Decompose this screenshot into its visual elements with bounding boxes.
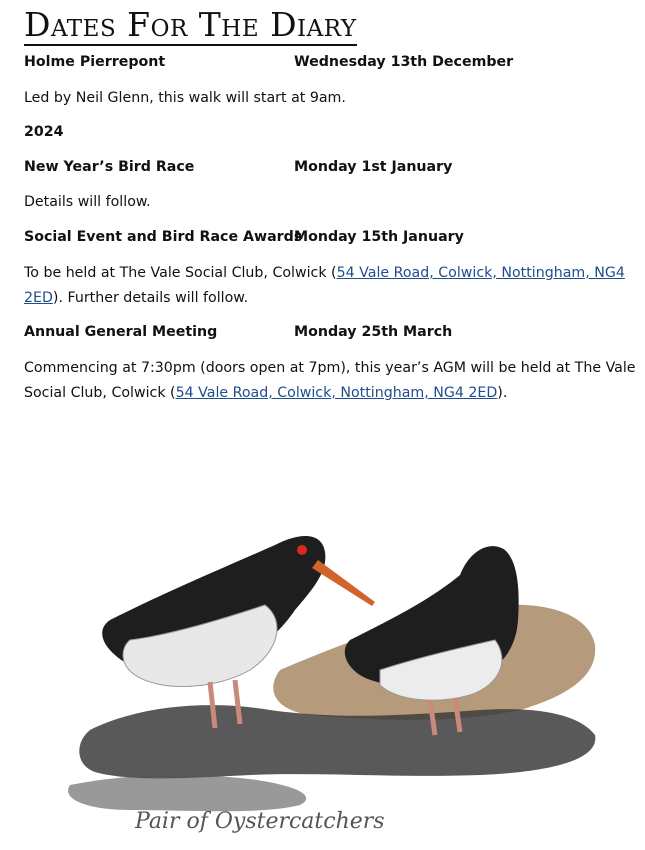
event-description-social <box>24 261 644 311</box>
text-segment: Commencing at 7:30pm (doors open at 7pm), this year’s AGM will be held at The Vale <box>24 360 636 376</box>
address-link-line2[interactable]: 2ED <box>24 290 53 306</box>
bird-beak <box>312 560 375 606</box>
address-link[interactable]: 54 Vale Road, Colwick, Nottingham, NG4 2ED <box>175 385 498 401</box>
event-description-holme: Led by Neil Glenn, this walk will start at 9am. <box>24 90 346 106</box>
text-segment: To be held at The Vale Social Club, Colwick ( <box>24 265 337 281</box>
event-name: Holme Pierrepont <box>24 54 166 70</box>
text-segment: ). <box>497 385 508 401</box>
text-segment: ). Further details will follow. <box>52 290 249 306</box>
page-title: Dates For The Diary <box>24 5 357 44</box>
oystercatchers-illustration <box>50 510 610 845</box>
ground-shape <box>79 705 595 778</box>
event-date: Wednesday 13th December <box>294 54 514 70</box>
year-heading: 2024 <box>24 124 64 140</box>
bird-eye <box>297 545 307 555</box>
event-date: Monday 1st January <box>294 159 453 175</box>
event-name: New Year’s Bird Race <box>24 159 195 175</box>
event-name: Social Event and Bird Race Awards <box>24 229 303 245</box>
event-date: Monday 25th March <box>294 324 453 340</box>
ground-shadow <box>68 775 306 811</box>
text-segment: Social Club, Colwick ( <box>24 385 176 401</box>
illustration-caption: Pair of Oystercatchers <box>135 809 385 834</box>
address-link-line1[interactable]: 54 Vale Road, Colwick, Nottingham, NG4 <box>336 265 625 281</box>
event-description-bird-race: Details will follow. <box>24 194 151 210</box>
event-name: Annual General Meeting <box>24 324 218 340</box>
event-date: Monday 15th January <box>294 229 464 245</box>
event-description-agm <box>24 356 644 406</box>
